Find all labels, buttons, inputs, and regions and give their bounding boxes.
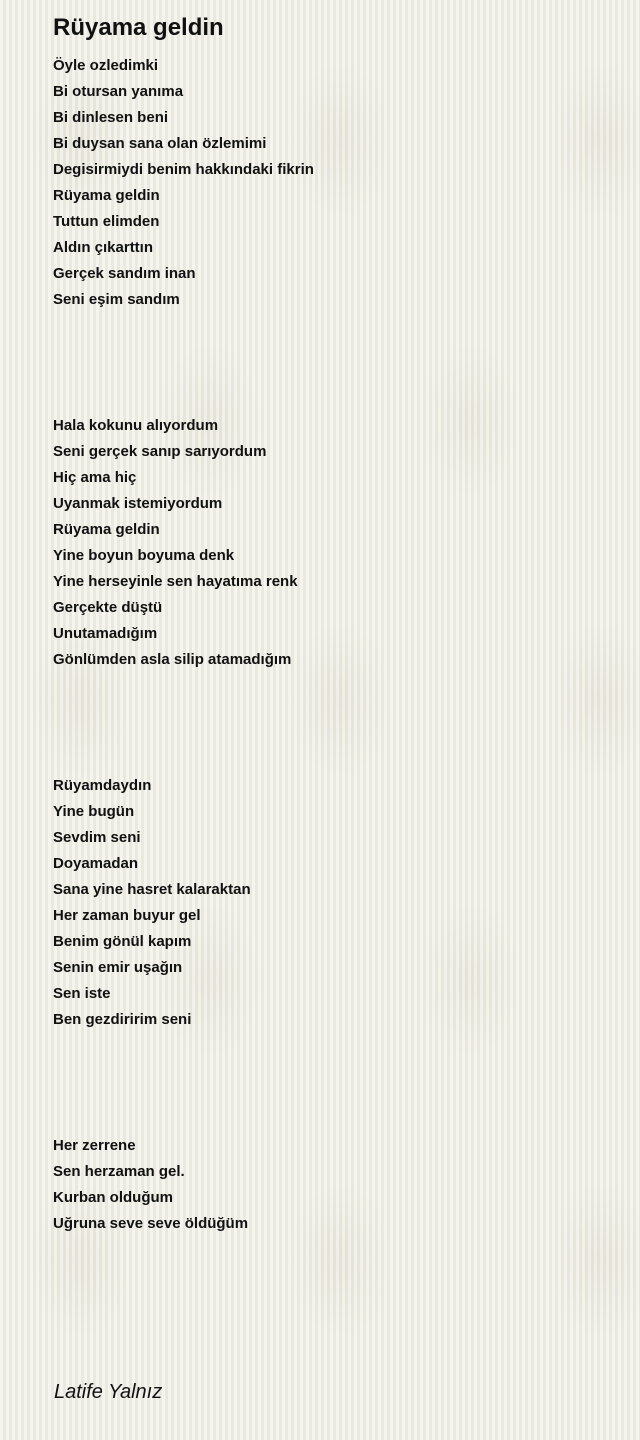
- poem-line: Uyanmak istemiyordum: [53, 495, 223, 512]
- poem-container: [53, 0, 613, 1237]
- poem-line: Her zerrene: [53, 1137, 136, 1154]
- poem-line: Öyle ozledimki: [53, 57, 159, 74]
- poem-line: Hiç ama hiç: [53, 469, 137, 486]
- poem-line: Sen herzaman gel.: [53, 1163, 185, 1180]
- stanza-3: [53, 773, 613, 1033]
- poem-line: Benim gönül kapım: [53, 933, 192, 950]
- stanza-4: [53, 1133, 613, 1237]
- poem-line: Doyamadan: [53, 855, 139, 872]
- poem-line: Bi dinlesen beni: [53, 109, 169, 126]
- poem-line: Rüyama geldin: [53, 187, 160, 204]
- poem-line: Yine bugün: [53, 803, 135, 820]
- poem-line: Gerçek sandım inan: [53, 265, 196, 282]
- poem-line: Hala kokunu alıyordum: [53, 417, 219, 434]
- poem-line: Yine herseyinle sen hayatıma renk: [53, 573, 298, 590]
- poem-author: Latife Yalnız: [54, 1381, 163, 1403]
- poem-line: Yine boyun boyuma denk: [53, 547, 235, 564]
- poem-line: Ben gezdiririm seni: [53, 1011, 192, 1028]
- poem-line: Aldın çıkarttın: [53, 239, 154, 256]
- poem-line: Bi duysan sana olan özlemimi: [53, 135, 267, 152]
- poem-line: Gerçekte düştü: [53, 599, 163, 616]
- poem-line: Uğruna seve seve öldüğüm: [53, 1215, 249, 1232]
- poem-line: Kurban olduğum: [53, 1189, 173, 1206]
- poem-line: Her zaman buyur gel: [53, 907, 201, 924]
- poem-line: Senin emir uşağın: [53, 959, 183, 976]
- stanza-1: [53, 53, 613, 313]
- poem-line: Sen iste: [53, 985, 111, 1002]
- poem-line: Sevdim seni: [53, 829, 141, 846]
- poem-line: Rüyamdaydın: [53, 777, 152, 794]
- poem-line: Bi otursan yanıma: [53, 83, 184, 100]
- poem-title: Rüyama geldin: [53, 14, 224, 41]
- poem-line: Rüyama geldin: [53, 521, 160, 538]
- poem-line: Tuttun elimden: [53, 213, 160, 230]
- poem-line: Sana yine hasret kalaraktan: [53, 881, 251, 898]
- poem-line: Gönlümden asla silip atamadığım: [53, 651, 292, 668]
- stanza-2: [53, 413, 613, 673]
- poem-line: Unutamadığım: [53, 625, 158, 642]
- poem-line: Seni gerçek sanıp sarıyordum: [53, 443, 267, 460]
- poem-line: Seni eşim sandım: [53, 291, 180, 308]
- poem-line: Degisirmiydi benim hakkındaki fikrin: [53, 161, 314, 178]
